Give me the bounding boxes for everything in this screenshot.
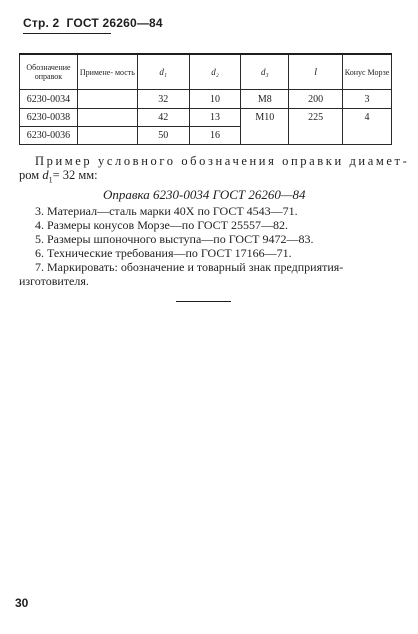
cell-d1: 32: [137, 90, 189, 109]
list-item-continuation: изготовителя.: [19, 274, 89, 288]
example-intro-line: Пример условного обозначения оправки диамет-: [35, 154, 410, 168]
cell-d2: 10: [189, 90, 241, 109]
page-number: 30: [15, 596, 29, 610]
table-row: [20, 109, 392, 127]
list-item: 7. Маркировать: обозначение и товарный знак предприятия-: [35, 260, 344, 274]
cell-designation: 6230-0036: [20, 127, 78, 145]
list-item: 3. Материал—сталь марки 40Х по ГОСТ 4543—71.: [35, 204, 298, 218]
header-title: Стр. 2 ГОСТ 26260—84: [23, 16, 163, 30]
header-l: l: [289, 54, 343, 90]
header-rule: [23, 33, 111, 34]
cell-applicability: [77, 90, 137, 109]
section-divider: [176, 301, 231, 302]
header-d1: d₁: [137, 54, 189, 90]
cell-d1: 50: [137, 127, 189, 145]
cell-l: 200: [289, 90, 343, 109]
cell-morse: 3: [343, 90, 392, 109]
page-header: [23, 14, 395, 34]
header-applicability: Примене- мость: [77, 54, 137, 90]
header-d2: d₂: [189, 54, 241, 90]
cell-d2: 13: [189, 109, 241, 127]
list-item: 4. Размеры конусов Морзе—по ГОСТ 25557—82.: [35, 218, 288, 232]
dimensions-table: [19, 53, 392, 145]
cell-designation: 6230-0034: [20, 90, 78, 109]
header-morse-taper: Конус Морзе: [343, 54, 392, 90]
list-item: 5. Размеры шпоночного выступа—по ГОСТ 9472—83.: [35, 232, 314, 246]
cell-applicability: [77, 109, 137, 127]
cell-designation: 6230-0038: [20, 109, 78, 127]
table-header-row: [20, 54, 392, 90]
header-d3: d₃: [241, 54, 289, 90]
cell-d2: 16: [189, 127, 241, 145]
cell-d1: 42: [137, 109, 189, 127]
cell-applicability: [77, 127, 137, 145]
header-designation: Обозначение оправок: [20, 54, 78, 90]
cell-l: 225: [289, 109, 343, 145]
table-row: [20, 90, 392, 109]
cell-d3: М8: [241, 90, 289, 109]
list-item: 6. Технические требования—по ГОСТ 17166—71.: [35, 246, 292, 260]
cell-morse: 4: [343, 109, 392, 145]
cell-d3: М10: [241, 109, 289, 145]
example-intro-line2: ром $d_1= 32$ мм:: [19, 168, 98, 185]
example-designation: Оправка 6230-0034 ГОСТ 26260—84: [103, 187, 306, 202]
